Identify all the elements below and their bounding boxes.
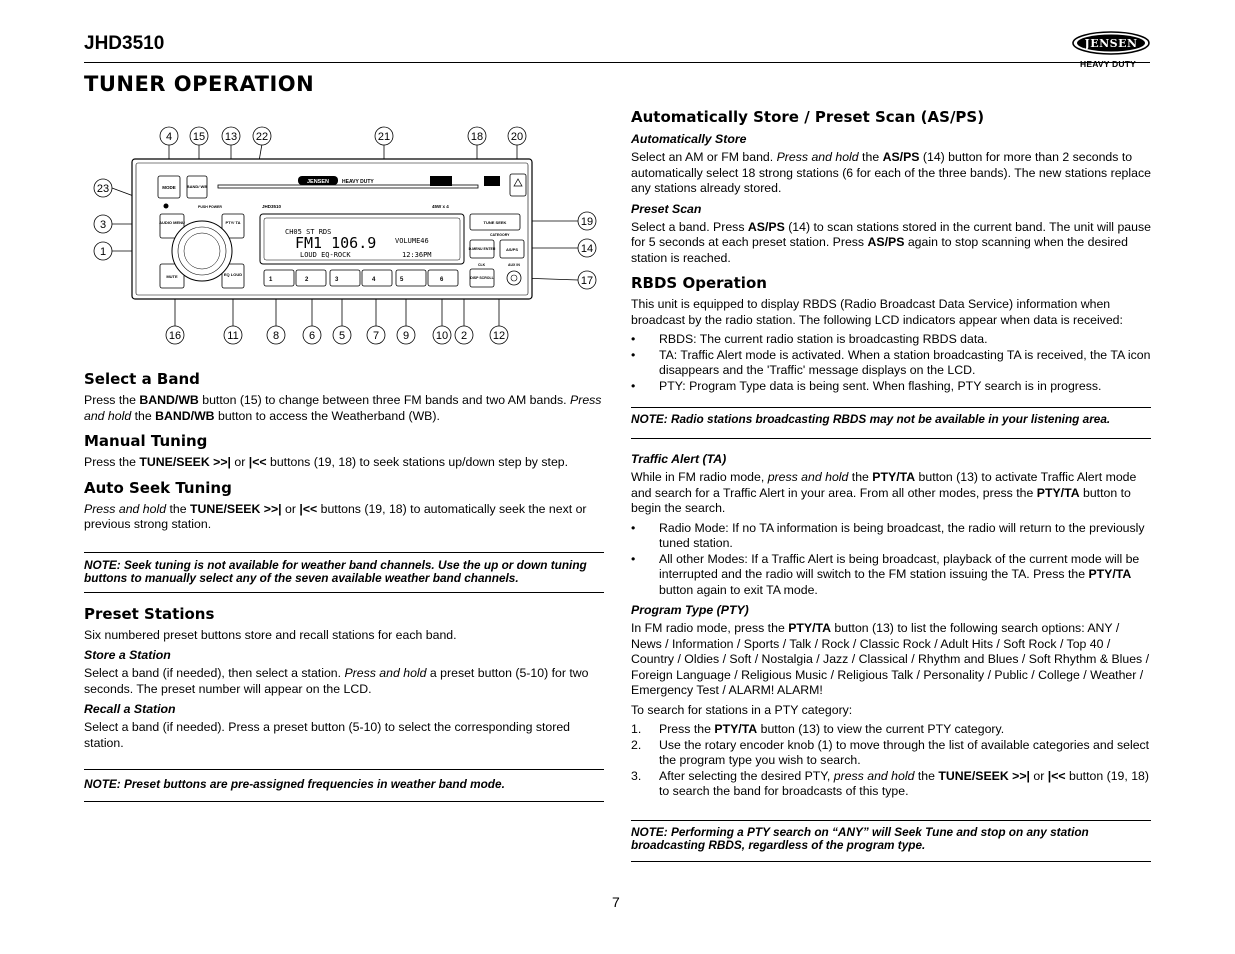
svg-text:12:36PM: 12:36PM bbox=[402, 251, 432, 259]
svg-text:MUTE: MUTE bbox=[166, 274, 178, 279]
callout-label: 10 bbox=[435, 330, 449, 342]
heading-rbds: RBDS Operation bbox=[631, 274, 767, 292]
eject-button bbox=[510, 174, 526, 196]
heading-preset-stations: Preset Stations bbox=[84, 604, 215, 623]
svg-text:DISP SCROLL: DISP SCROLL bbox=[470, 276, 494, 280]
traffic-alert-text: While in FM radio mode, press and hold the PTY/TA button (13) to activate Traffic Alert mode and search for a Traffic Alert in your area. From all other modes, press the PTY/TA button to begin the search. bbox=[631, 470, 1137, 515]
left-column bbox=[84, 370, 604, 814]
callout-label: 16 bbox=[168, 330, 182, 342]
callout-label: 19 bbox=[580, 216, 594, 228]
heading-program-type: Program Type (PTY) bbox=[631, 603, 749, 617]
page-title: TUNER OPERATION bbox=[84, 72, 315, 96]
preset-intro: Six numbered preset buttons store and recall stations for each band. bbox=[84, 627, 457, 642]
svg-text:5: 5 bbox=[400, 277, 404, 283]
manual-tuning-text: Press the TUNE/SEEK >>| or |<< buttons (19, 18) to seek stations up/down step by step. bbox=[84, 455, 569, 469]
rotary-knob bbox=[172, 221, 232, 281]
header-rule bbox=[84, 62, 1150, 63]
recall-station-text: Select a band (if needed). Press a preset button (5-10) to select the corresponding stored station. bbox=[84, 720, 571, 750]
svg-text:LOUD EQ-ROCK: LOUD EQ-ROCK bbox=[300, 251, 351, 259]
callout-label: 21 bbox=[377, 131, 391, 143]
svg-text:FM1 106.9: FM1 106.9 bbox=[295, 234, 377, 252]
store-station-text: Select a band (if needed), then select a station. Press and hold a preset button (5-10) for two seconds. The preset number will appear on the LCD. bbox=[84, 666, 589, 696]
program-type-text: In FM radio mode, press the PTY/TA button (13) to list the following search options: ANY / News / Information / Sports / Talk / Rock / Classic Rock / Adult Hits / Soft Rock / Top 40 / Country / Oldies / Soft / Nostalgia / Jazz / Classical / Rhythm and Blues / Soft Rhythm & Blues / Foreign Language / Religious Music / Religious Talk / Personality / Public / College / Weather / Emergency Test / ALARM! ALARM! bbox=[631, 621, 1150, 697]
callout-label: 5 bbox=[338, 330, 346, 342]
callout-label: 9 bbox=[402, 330, 410, 342]
callout-label: 20 bbox=[510, 131, 524, 143]
svg-text:JENSEN: JENSEN bbox=[306, 179, 330, 185]
callout-label: 23 bbox=[96, 183, 110, 195]
auto-store-text: Select an AM or FM band. Press and hold the AS/PS (14) button for more than 2 seconds to automatically select 18 strong stations (6 for each of the three bands). The new stations replace any stations already stored. bbox=[631, 150, 1151, 195]
svg-text:CATEGORY: CATEGORY bbox=[490, 233, 510, 237]
list-item: 2. Use the rotary encoder knob (1) to move through the list of available categories and select the program type you wish to search. bbox=[631, 737, 1150, 767]
heading-store-station: Store a Station bbox=[84, 648, 171, 662]
svg-text:MODE: MODE bbox=[162, 185, 176, 190]
head-unit-diagram bbox=[90, 124, 605, 349]
callout-label: 22 bbox=[255, 131, 269, 143]
svg-text:TUNE SEEK: TUNE SEEK bbox=[483, 220, 507, 225]
note-seek-tuning: NOTE: Seek tuning is not available for weather band channels. Use the up or down tuning buttons to manually select any of the seven available weather band channels. bbox=[84, 552, 604, 593]
svg-text:PUSH POWER: PUSH POWER bbox=[198, 205, 222, 209]
rbds-intro: This unit is equipped to display RBDS (Radio Broadcast Data Service) information when broadcast by the radio station. The following LCD indicators appear when data is received: bbox=[631, 297, 1123, 327]
svg-text:HEAVY DUTY: HEAVY DUTY bbox=[342, 179, 374, 185]
callout-label: 15 bbox=[192, 131, 206, 143]
auto-seek-text: Press and hold the TUNE/SEEK >>| or |<< buttons (19, 18) to automatically seek the next or previous strong station. bbox=[84, 501, 587, 531]
svg-text:VOLUME46: VOLUME46 bbox=[395, 237, 429, 245]
callout-label: 11 bbox=[227, 330, 239, 342]
svg-text:JHD3510: JHD3510 bbox=[262, 204, 282, 209]
right-column bbox=[631, 108, 1151, 874]
callout-label: 18 bbox=[470, 131, 484, 143]
list-item: • Radio Mode: If no TA information is being broadcast, the radio will return to the previously tuned station. bbox=[631, 520, 1145, 550]
logo-subtitle: HEAVY DUTY bbox=[1080, 59, 1137, 69]
callout-label: 13 bbox=[224, 131, 238, 143]
callout-label: 17 bbox=[580, 275, 594, 287]
list-item: • PTY: Program Type data is being sent. When flashing, PTY search is in progress. bbox=[631, 378, 1102, 393]
svg-text:BAND/ WB: BAND/ WB bbox=[186, 184, 208, 189]
svg-text:CLK: CLK bbox=[478, 263, 486, 267]
svg-text:AUX IN: AUX IN bbox=[508, 263, 520, 267]
model-number: JHD3510 bbox=[84, 33, 165, 54]
callout-label: 12 bbox=[492, 330, 506, 342]
note-preset-buttons: NOTE: Preset buttons are pre-assigned frequencies in weather band mode. bbox=[84, 769, 604, 802]
callout-label: 7 bbox=[372, 330, 380, 342]
pty-search-intro: To search for stations in a PTY category: bbox=[631, 702, 853, 717]
heading-asps: Automatically Store / Preset Scan (AS/PS) bbox=[631, 108, 985, 126]
heading-auto-store: Automatically Store bbox=[631, 132, 747, 146]
svg-text:6: 6 bbox=[440, 277, 444, 283]
select-band-text: Press the BAND/WB button (15) to change between three FM bands and two AM bands. Press and hold the BAND/WB button to access the Weatherband (WB). bbox=[84, 393, 602, 423]
list-item: 1. Press the PTY/TA button (13) to view the current PTY category. bbox=[631, 722, 1005, 736]
heading-auto-seek: Auto Seek Tuning bbox=[84, 478, 232, 497]
svg-text:EQ LOUD: EQ LOUD bbox=[223, 272, 243, 277]
rbds-indicator-list bbox=[631, 332, 1151, 394]
callout-label: 3 bbox=[99, 219, 107, 231]
svg-text:3: 3 bbox=[335, 277, 339, 283]
logo-text: JENSEN bbox=[1084, 37, 1138, 50]
list-item: • All other Modes: If a Traffic Alert is being broadcast, playback of the current mode will be interrupted and the radio will switch to the FM station issuing the TA. Press the PTY/TA button again to exit TA mode. bbox=[631, 551, 1140, 597]
preset-scan-text: Select a band. Press AS/PS (14) to scan stations stored in the current band. The unit will pause for 5 seconds at each preset station. Press AS/PS again to stop scanning when the desired station is reached. bbox=[631, 219, 1151, 265]
note-pty-any: NOTE: Performing a PTY search on “ANY” will Seek Tune and stop on any station broadcasting RBDS, regardless of the program type. bbox=[631, 820, 1151, 862]
svg-text:CH05 ST RDS: CH05 ST RDS bbox=[285, 228, 332, 236]
page-number: 7 bbox=[612, 894, 620, 910]
list-item: • RBDS: The current radio station is broadcasting RBDS data. bbox=[631, 332, 988, 346]
svg-text:45W x 4: 45W x 4 bbox=[432, 204, 449, 209]
list-item: • TA: Traffic Alert mode is activated. When a station broadcasting TA is received, the TA icon disappears and the 'Traffic' message displays on the LCD. bbox=[631, 347, 1151, 377]
svg-text:1: 1 bbox=[269, 277, 273, 283]
svg-text:AS/PS: AS/PS bbox=[505, 247, 519, 252]
traffic-alert-list bbox=[631, 521, 1151, 599]
heading-preset-scan: Preset Scan bbox=[631, 201, 702, 216]
callout-label: 14 bbox=[580, 243, 594, 255]
aux-jack bbox=[507, 271, 521, 285]
pty-steps-list bbox=[631, 722, 1151, 800]
heading-recall-station: Recall a Station bbox=[84, 702, 176, 716]
callout-label: 8 bbox=[272, 330, 280, 342]
callout-label: 4 bbox=[165, 131, 173, 143]
svg-text:AUDIO MENU: AUDIO MENU bbox=[159, 220, 185, 225]
svg-text:D-MENU ENTER: D-MENU ENTER bbox=[468, 247, 496, 251]
svg-text:4: 4 bbox=[372, 277, 376, 283]
svg-text:PTY/ TA: PTY/ TA bbox=[225, 220, 241, 225]
callout-label: 2 bbox=[460, 330, 468, 342]
heading-traffic-alert: Traffic Alert (TA) bbox=[631, 452, 727, 466]
list-item: 3. After selecting the desired PTY, press and hold the TUNE/SEEK >>| or |<< button (19, 18) to search the band for broadcasts of this type. bbox=[631, 768, 1149, 798]
callout-label: 6 bbox=[308, 330, 316, 342]
svg-text:2: 2 bbox=[305, 277, 309, 283]
note-rbds-availability: NOTE: Radio stations broadcasting RBDS may not be available in your listening area. bbox=[631, 407, 1151, 439]
heading-manual-tuning: Manual Tuning bbox=[84, 432, 208, 450]
callout-label: 1 bbox=[99, 246, 107, 258]
heading-select-band: Select a Band bbox=[84, 370, 200, 388]
